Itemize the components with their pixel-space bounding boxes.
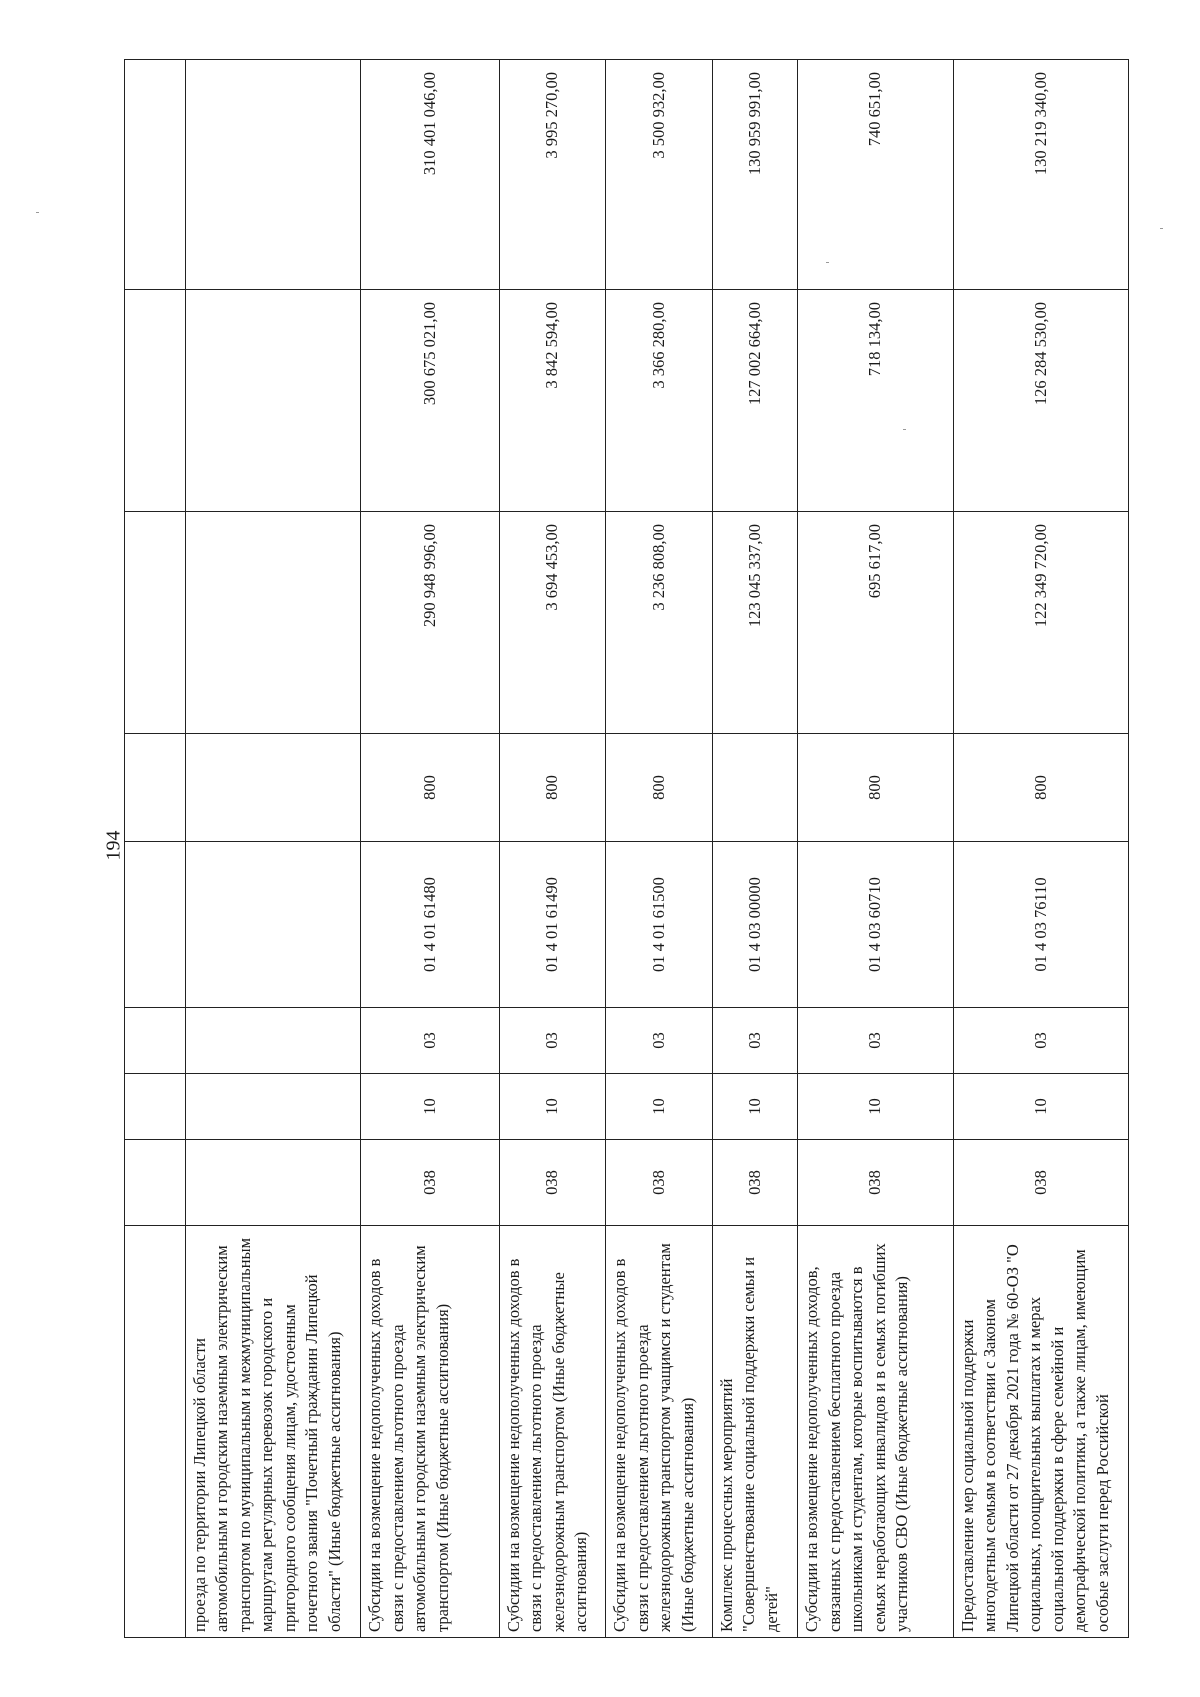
row-year1-amount: 3 236 808,00 <box>606 512 713 734</box>
row-subsection: 03 <box>606 1008 713 1074</box>
table-row <box>361 60 500 1638</box>
row-year1-amount <box>125 512 186 734</box>
row-year2-amount: 3 842 594,00 <box>499 290 606 512</box>
table-row <box>185 60 360 1638</box>
row-name: Субсидии на возмещение недополученных доходов, связанных с предоставлением бесплатного проезда школьникам и студентам, которые воспитываются в семьях неработающих инвалидов и в семьях погибших участников СВО (Иные бюджетные ассигнования) <box>798 1226 954 1638</box>
row-subsection: 03 <box>712 1008 797 1074</box>
row-expense-type: 800 <box>361 734 500 842</box>
row-subsection: 03 <box>798 1008 954 1074</box>
row-expense-type: 800 <box>606 734 713 842</box>
row-expense-type: 800 <box>953 734 1128 842</box>
row-gr-code: 038 <box>798 1140 954 1226</box>
row-name: Субсидии на возмещение недополученных доходов в связи с предоставлением льготного проезда железнодорожным транспортом (Иные бюджетные ассигнования) <box>499 1226 606 1638</box>
row-name: Субсидии на возмещение недополученных доходов в связи с предоставлением льготного проезда железнодорожным транспортом учащимся и студентам (Иные бюджетные ассигнования) <box>606 1226 713 1638</box>
row-section <box>125 1074 186 1140</box>
table-row <box>499 60 606 1638</box>
row-year1-amount <box>185 512 360 734</box>
row-subsection <box>125 1008 186 1074</box>
row-expense-type <box>185 734 360 842</box>
scan-speck <box>1160 228 1163 229</box>
row-section <box>185 1074 360 1140</box>
row-year2-amount: 300 675 021,00 <box>361 290 500 512</box>
table-row <box>712 60 797 1638</box>
row-section: 10 <box>953 1074 1128 1140</box>
scan-speck <box>36 212 39 213</box>
row-name: Комплекс процессных мероприятий "Совершенствование социальной поддержки семьи и детей" <box>712 1226 797 1638</box>
row-gr-code: 038 <box>712 1140 797 1226</box>
row-year3-amount: 740 651,00 <box>798 60 954 290</box>
row-gr-code <box>125 1140 186 1226</box>
row-subsection: 03 <box>499 1008 606 1074</box>
row-gr-code: 038 <box>499 1140 606 1226</box>
row-section: 10 <box>361 1074 500 1140</box>
row-expense-type <box>712 734 797 842</box>
table-body <box>125 60 1129 1638</box>
row-year3-amount <box>185 60 360 290</box>
scan-speck <box>903 429 906 430</box>
row-year1-amount: 3 694 453,00 <box>499 512 606 734</box>
row-year1-amount: 695 617,00 <box>798 512 954 734</box>
row-target-article: 01 4 03 76110 <box>953 842 1128 1008</box>
row-gr-code: 038 <box>606 1140 713 1226</box>
row-target-article: 01 4 01 61500 <box>606 842 713 1008</box>
rotated-budget-table <box>124 60 1129 1638</box>
row-subsection <box>185 1008 360 1074</box>
row-gr-code: 038 <box>361 1140 500 1226</box>
page-number: 194 <box>102 830 125 861</box>
row-year3-amount: 3 995 270,00 <box>499 60 606 290</box>
row-target-article: 01 4 03 00000 <box>712 842 797 1008</box>
row-year2-amount <box>185 290 360 512</box>
table-row <box>125 60 186 1638</box>
row-target-article: 01 4 01 61480 <box>361 842 500 1008</box>
row-year2-amount: 3 366 280,00 <box>606 290 713 512</box>
row-target-article <box>185 842 360 1008</box>
row-year3-amount: 130 219 340,00 <box>953 60 1128 290</box>
table-row <box>953 60 1128 1638</box>
row-year3-amount: 3 500 932,00 <box>606 60 713 290</box>
row-name: Предоставление мер социальной поддержки многодетным семьям в соответствии с Законом Липецкой области от 27 декабря 2021 года № 60-ОЗ "О социальных, поощрительных выплатах и мерах социальной поддержки в сфере семейной и демографической политики, а также лицам, имеющим особые заслуги перед Российской <box>953 1226 1128 1638</box>
row-year1-amount: 122 349 720,00 <box>953 512 1128 734</box>
row-subsection: 03 <box>953 1008 1128 1074</box>
row-year2-amount <box>125 290 186 512</box>
table-row <box>606 60 713 1638</box>
row-gr-code: 038 <box>953 1140 1128 1226</box>
row-section: 10 <box>712 1074 797 1140</box>
row-target-article <box>125 842 186 1008</box>
budget-table <box>124 59 1129 1638</box>
row-expense-type <box>125 734 186 842</box>
row-year3-amount <box>125 60 186 290</box>
row-expense-type: 800 <box>798 734 954 842</box>
row-target-article: 01 4 01 61490 <box>499 842 606 1008</box>
row-year2-amount: 127 002 664,00 <box>712 290 797 512</box>
row-year1-amount: 290 948 996,00 <box>361 512 500 734</box>
row-name: Субсидии на возмещение недополученных доходов в связи с предоставлением льготного проезда автомобильным и городским наземным электрическим транспортом (Иные бюджетные ассигнования) <box>361 1226 500 1638</box>
row-year3-amount: 310 401 046,00 <box>361 60 500 290</box>
row-year2-amount: 718 134,00 <box>798 290 954 512</box>
row-year2-amount: 126 284 530,00 <box>953 290 1128 512</box>
row-year1-amount: 123 045 337,00 <box>712 512 797 734</box>
row-name <box>125 1226 186 1638</box>
row-name: проезда по территории Липецкой области автомобильным и городским наземным электрическим транспортом по муниципальным и межмуниципальным маршрутам регулярных перевозок городского и пригородного сообщения лицам, удостоенным почетного звания "Почетный гражданин Липецкой области" (Иные бюджетные ассигнования) <box>185 1226 360 1638</box>
table-row <box>798 60 954 1638</box>
row-year3-amount: 130 959 991,00 <box>712 60 797 290</box>
row-gr-code <box>185 1140 360 1226</box>
row-section: 10 <box>499 1074 606 1140</box>
row-expense-type: 800 <box>499 734 606 842</box>
row-section: 10 <box>606 1074 713 1140</box>
scan-speck <box>826 262 829 263</box>
row-section: 10 <box>798 1074 954 1140</box>
row-subsection: 03 <box>361 1008 500 1074</box>
row-target-article: 01 4 03 60710 <box>798 842 954 1008</box>
